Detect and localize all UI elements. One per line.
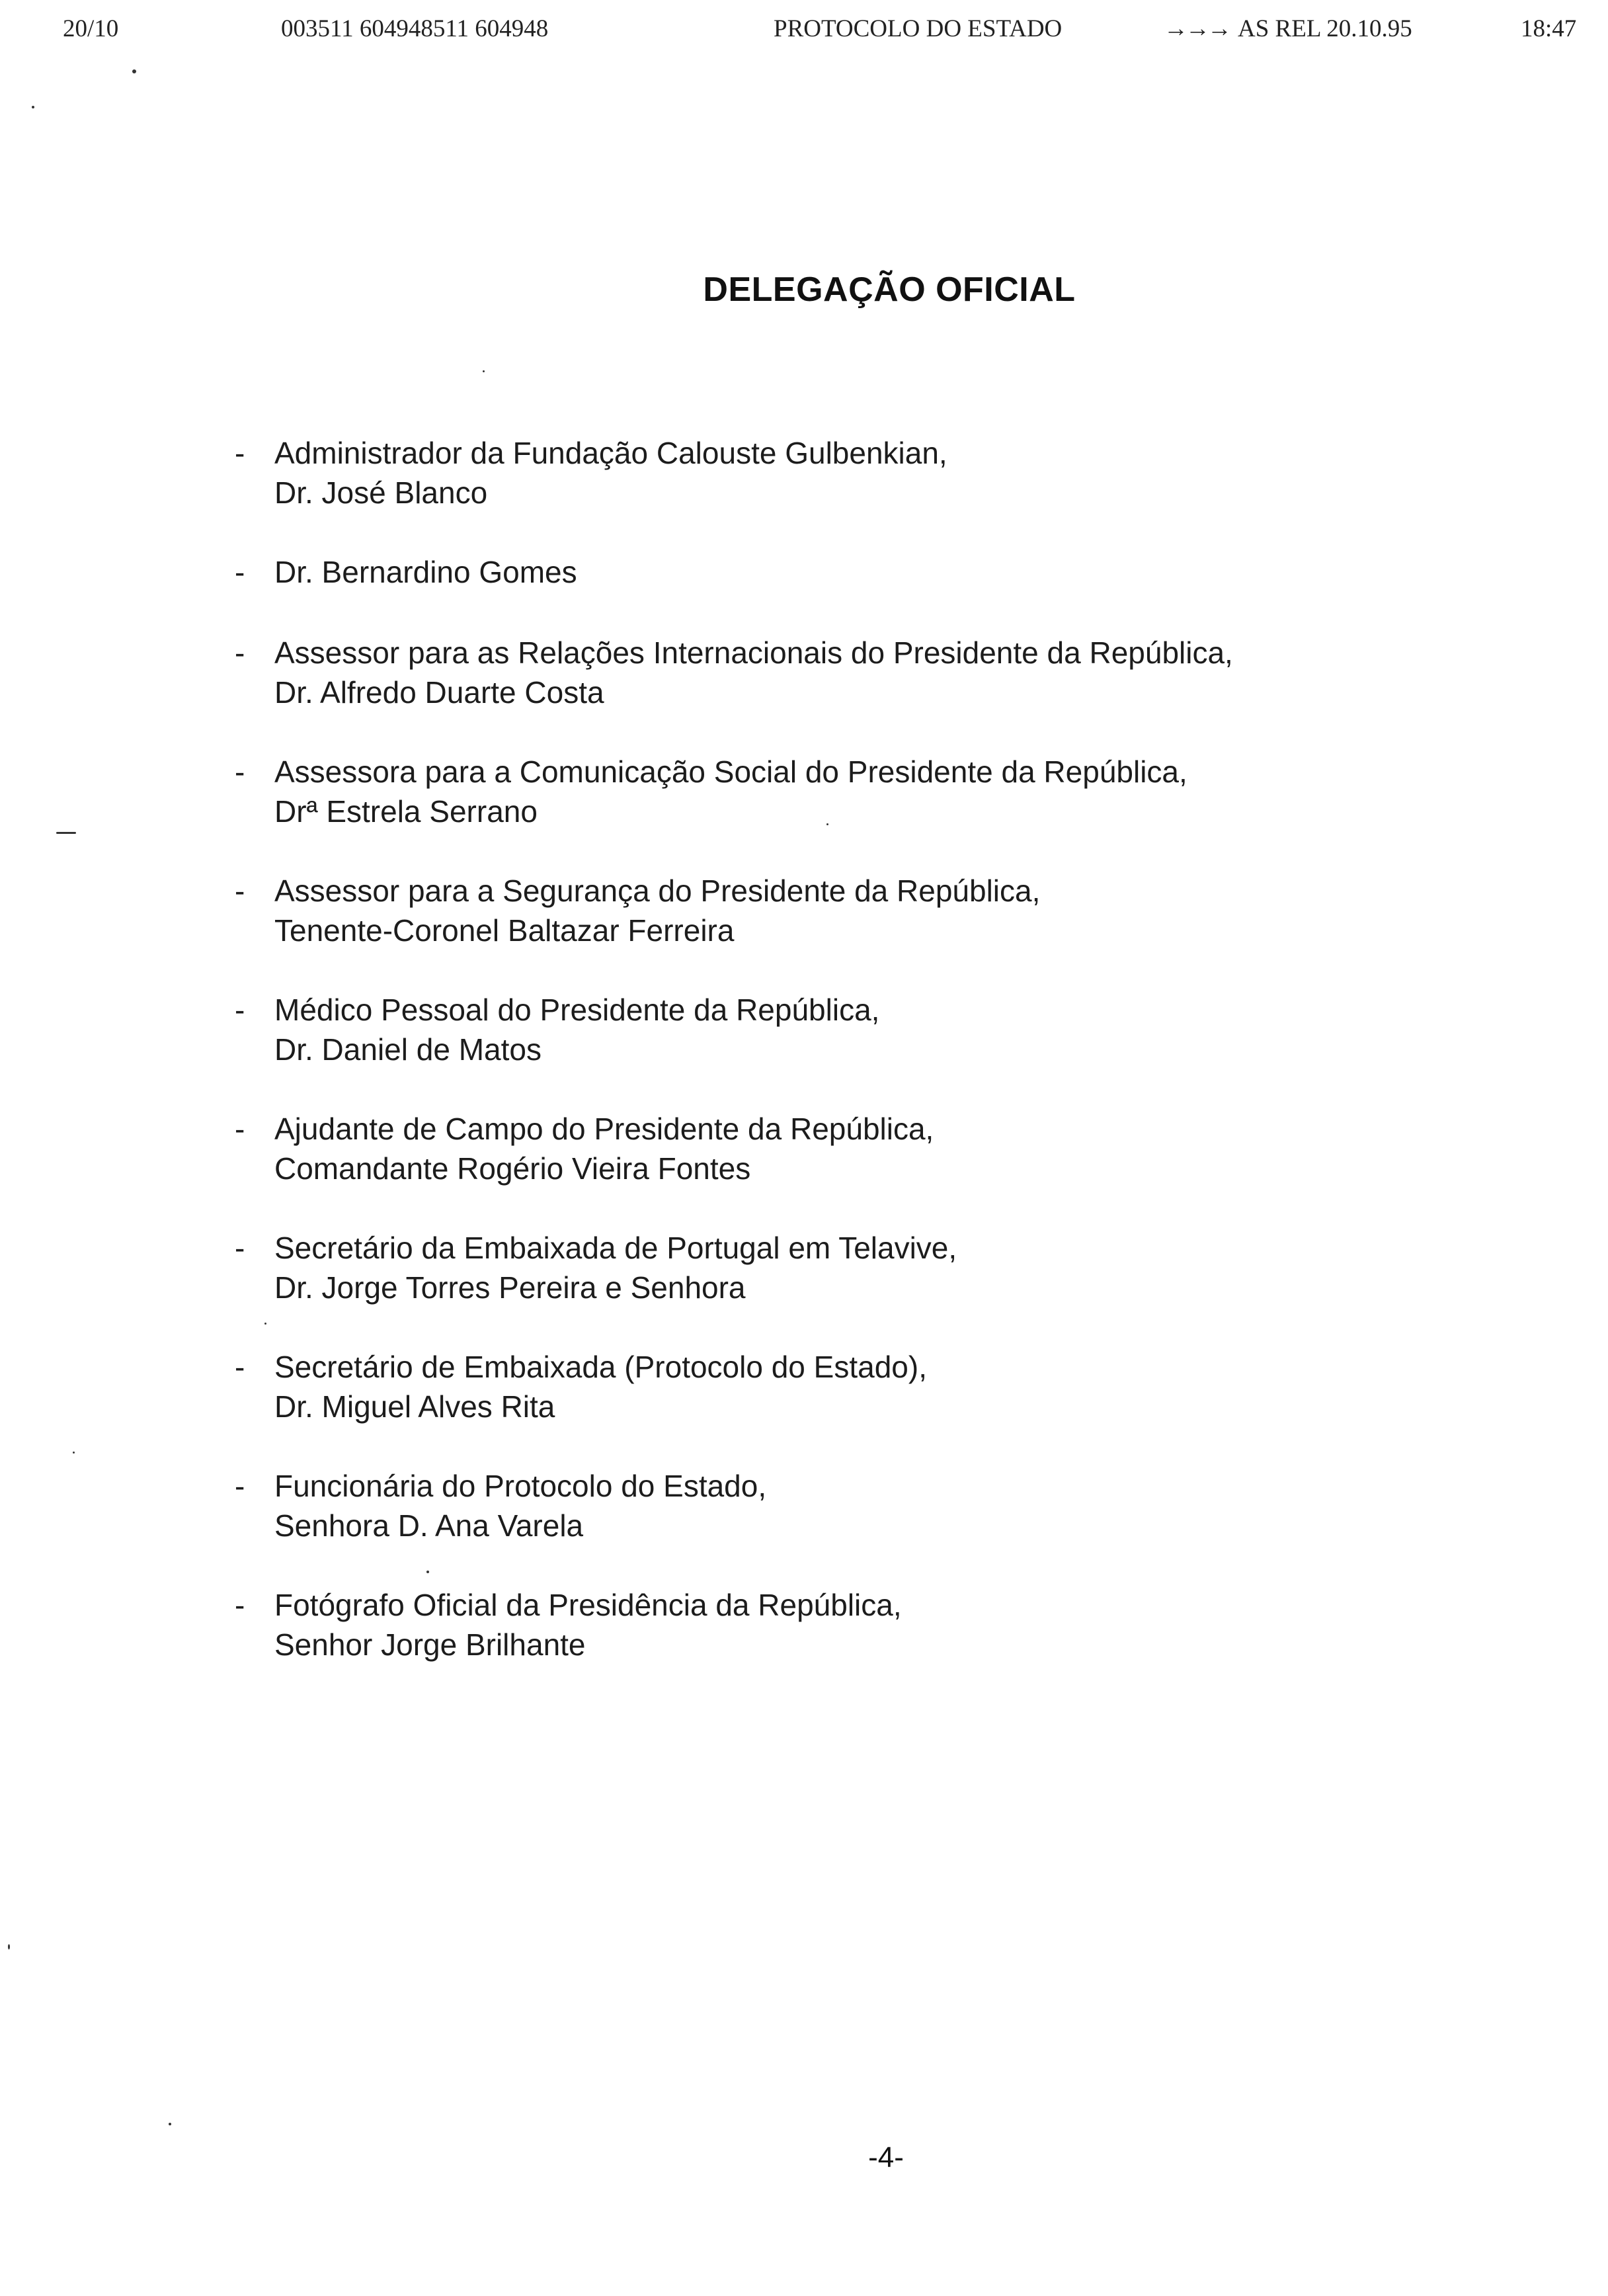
fax-date: 20/10 — [63, 15, 119, 42]
member-role: Secretário de Embaixada (Protocolo do Estado), — [274, 1350, 927, 1384]
scan-speck — [132, 69, 136, 73]
list-item — [0, 871, 1608, 990]
dash-marker: - — [235, 555, 245, 589]
list-item — [0, 1347, 1608, 1466]
member-name: Dr. Miguel Alves Rita — [274, 1389, 555, 1424]
list-item — [0, 1466, 1608, 1585]
dash-marker: - — [235, 1112, 245, 1146]
scan-speck — [483, 370, 485, 372]
member-name: Dr. José Blanco — [274, 475, 488, 510]
dash-marker: - — [235, 436, 245, 470]
member-role: Funcionária do Protocolo do Estado, — [274, 1469, 767, 1503]
member-name: Dr. Alfredo Duarte Costa — [274, 675, 604, 710]
scan-speck — [32, 106, 34, 108]
dash-marker: - — [235, 1231, 245, 1265]
member-role: Administrador da Fundação Calouste Gulbenkian, — [274, 436, 947, 470]
list-item — [0, 1585, 1608, 1704]
scan-speck — [8, 1944, 10, 1949]
dash-marker: - — [235, 636, 245, 670]
list-item — [0, 752, 1608, 871]
member-name: Comandante Rogério Vieira Fontes — [274, 1151, 751, 1186]
fax-arrows: →→→ — [1164, 15, 1229, 42]
dash-marker: - — [235, 1588, 245, 1622]
member-name: Senhor Jorge Brilhante — [274, 1627, 586, 1662]
member-role: Ajudante de Campo do Presidente da República, — [274, 1112, 934, 1146]
delegation-list — [0, 433, 1608, 1704]
member-role: Assessor para as Relações Internacionais do Presidente da República, — [274, 636, 1233, 670]
list-item — [0, 990, 1608, 1109]
page-title: DELEGAÇÃO OFICIAL — [703, 270, 1076, 309]
fax-status: AS REL 20.10.95 — [1238, 15, 1412, 42]
member-name: Drª Estrela Serrano — [274, 794, 538, 829]
scan-speck — [426, 1571, 429, 1573]
scan-speck — [169, 2123, 171, 2125]
member-role: Secretário da Embaixada de Portugal em Telavive, — [274, 1231, 957, 1265]
member-role: Médico Pessoal do Presidente da República, — [274, 993, 880, 1027]
scan-speck — [73, 1452, 75, 1454]
member-name: Dr. Daniel de Matos — [274, 1032, 542, 1067]
member-role: Assessora para a Comunicação Social do Presidente da República, — [274, 755, 1187, 789]
fax-numbers: 003511 604948511 604948 — [281, 15, 549, 42]
page-number: -4- — [868, 2141, 904, 2174]
list-item — [0, 633, 1608, 752]
list-item — [0, 1109, 1608, 1228]
list-item — [0, 433, 1608, 552]
fax-time: 18:47 — [1521, 15, 1577, 42]
list-item — [0, 552, 1608, 633]
fax-header — [0, 15, 1608, 54]
scan-speck — [56, 832, 76, 834]
member-name: Tenente-Coronel Baltazar Ferreira — [274, 913, 735, 948]
scan-speck — [826, 823, 828, 825]
list-item — [0, 1228, 1608, 1347]
member-name: Dr. Jorge Torres Pereira e Senhora — [274, 1270, 746, 1305]
member-role: Fotógrafo Oficial da Presidência da República, — [274, 1588, 902, 1622]
dash-marker: - — [235, 1350, 245, 1384]
member-name: Dr. Bernardino Gomes — [274, 555, 577, 589]
scan-speck — [264, 1323, 266, 1325]
member-name: Senhora D. Ana Varela — [274, 1508, 584, 1543]
member-role: Assessor para a Segurança do Presidente da República, — [274, 874, 1041, 908]
dash-marker: - — [235, 755, 245, 789]
dash-marker: - — [235, 874, 245, 908]
dash-marker: - — [235, 1469, 245, 1503]
fax-sender: PROTOCOLO DO ESTADO — [774, 15, 1063, 42]
dash-marker: - — [235, 993, 245, 1027]
